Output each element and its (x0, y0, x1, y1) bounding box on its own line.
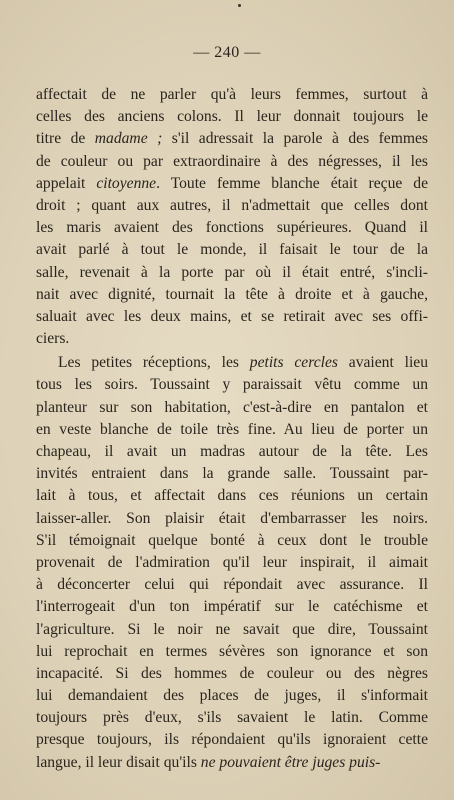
text-run: invités entraient dans la grande salle. Toussaint par- (36, 465, 428, 483)
text-run: planteur sur son habitation, c'est-à-dire en pantalon et (36, 398, 428, 416)
text-line (36, 552, 428, 574)
text-line (36, 685, 428, 707)
text-run: chapeau, il avait un madras autour de la tête. Les (36, 443, 428, 460)
italic-text: madame ; (94, 130, 163, 148)
text-line (36, 441, 428, 463)
text-line (36, 530, 428, 552)
italic-text: citoyenne (96, 174, 157, 192)
text-line (36, 217, 428, 239)
text-run: . Toute femme blanche était reçue de (156, 174, 428, 192)
text-run: laisser-aller. Son plaisir était d'embarrasser les noirs. (36, 509, 428, 527)
text-run: en veste blanche de toile très fine. Au lieu de porter un (36, 420, 428, 438)
text-run: saluait avec les deux mains, et se retirait avec ses offi- (36, 307, 428, 325)
text-line (36, 508, 428, 530)
text-line (36, 173, 428, 195)
text-line (36, 397, 428, 419)
text-line (36, 352, 428, 374)
text-line (36, 239, 428, 261)
text-run: l'agriculture. Si le noir ne savait que dire, Toussaint (36, 620, 428, 638)
text-line (36, 374, 428, 396)
text-line (36, 106, 428, 128)
text-line (36, 619, 428, 641)
text-run: ciers. (36, 330, 70, 348)
text-line (36, 596, 428, 618)
text-run: nait avec dignité, tournait la tête à droite et à gauche, (36, 285, 428, 303)
text-line (36, 663, 428, 685)
text-line (36, 574, 428, 596)
text-line (36, 195, 428, 217)
text-run: tous les soirs. Toussaint y paraissait vêtu comme un (36, 376, 428, 394)
text-line (36, 84, 428, 106)
ink-speck (238, 4, 241, 7)
text-line (36, 128, 428, 150)
text-run: salle, revenait à la porte par où il était entré, s'incli- (36, 263, 428, 281)
text-run: Les petites réceptions, les (58, 354, 250, 372)
body-text (36, 84, 428, 774)
text-run: incapacité. Si des hommes de couleur ou des nègres (36, 664, 428, 682)
text-line (36, 752, 428, 774)
text-run: avait parlé à tout le monde, il faisait le tour de la (36, 241, 428, 259)
text-run: appelait (36, 174, 97, 192)
text-run: S'il témoignait quelque bonté à ceux dont le trouble (36, 531, 428, 549)
text-line (36, 641, 428, 663)
text-line (36, 306, 428, 328)
text-run: de couleur ou par extraordinaire à des négresses, il les (36, 152, 428, 170)
text-run: lui reprochait en termes sévères son ignorance et son (36, 642, 428, 660)
text-line (36, 463, 428, 485)
text-line (36, 262, 428, 284)
text-line (36, 485, 428, 507)
text-run: à déconcerter celui qui répondait avec assurance. Il (36, 576, 428, 594)
text-run: les maris avaient des fonctions supérieures. Quand il (36, 219, 428, 237)
text-run: celles des anciens colons. Il leur donnait toujours le (36, 108, 428, 126)
text-line (36, 328, 428, 350)
text-line (36, 707, 428, 729)
italic-text: petits cercles (249, 354, 338, 372)
text-run: provenait de l'admiration qu'il leur inspirait, il aimait (36, 553, 428, 571)
text-run: toujours près d'eux, s'ils savaient le latin. Comme (36, 709, 428, 727)
text-run: l'interrogeait d'un ton impératif sur le catéchisme et (36, 598, 428, 616)
text-run: droit ; quant aux autres, il n'admettait que celles dont (36, 196, 428, 214)
text-run: lui demandaient des places de juges, il s'informait (36, 687, 428, 705)
text-run: langue, il leur disait qu'ils (36, 753, 201, 771)
text-run: titre de (36, 130, 95, 148)
text-run: s'il adressait la parole à des femmes (162, 130, 428, 148)
text-line (36, 284, 428, 306)
text-run: avaient lieu (337, 354, 429, 372)
text-line (36, 729, 428, 751)
text-run: lait à tous, et affectait dans ces réunions un certain (36, 487, 428, 505)
page-number: — 240 — (193, 44, 261, 61)
italic-text: ne pouvaient être juges puis- (200, 753, 381, 771)
text-line (36, 419, 428, 441)
paragraph (36, 352, 428, 774)
text-run: affectait de ne parler qu'à leurs femmes, surtout à (36, 86, 428, 103)
text-run: presque toujours, ils répondaient qu'ils ignoraient cette (36, 731, 428, 749)
text-line (36, 151, 428, 173)
paragraph (36, 84, 428, 350)
